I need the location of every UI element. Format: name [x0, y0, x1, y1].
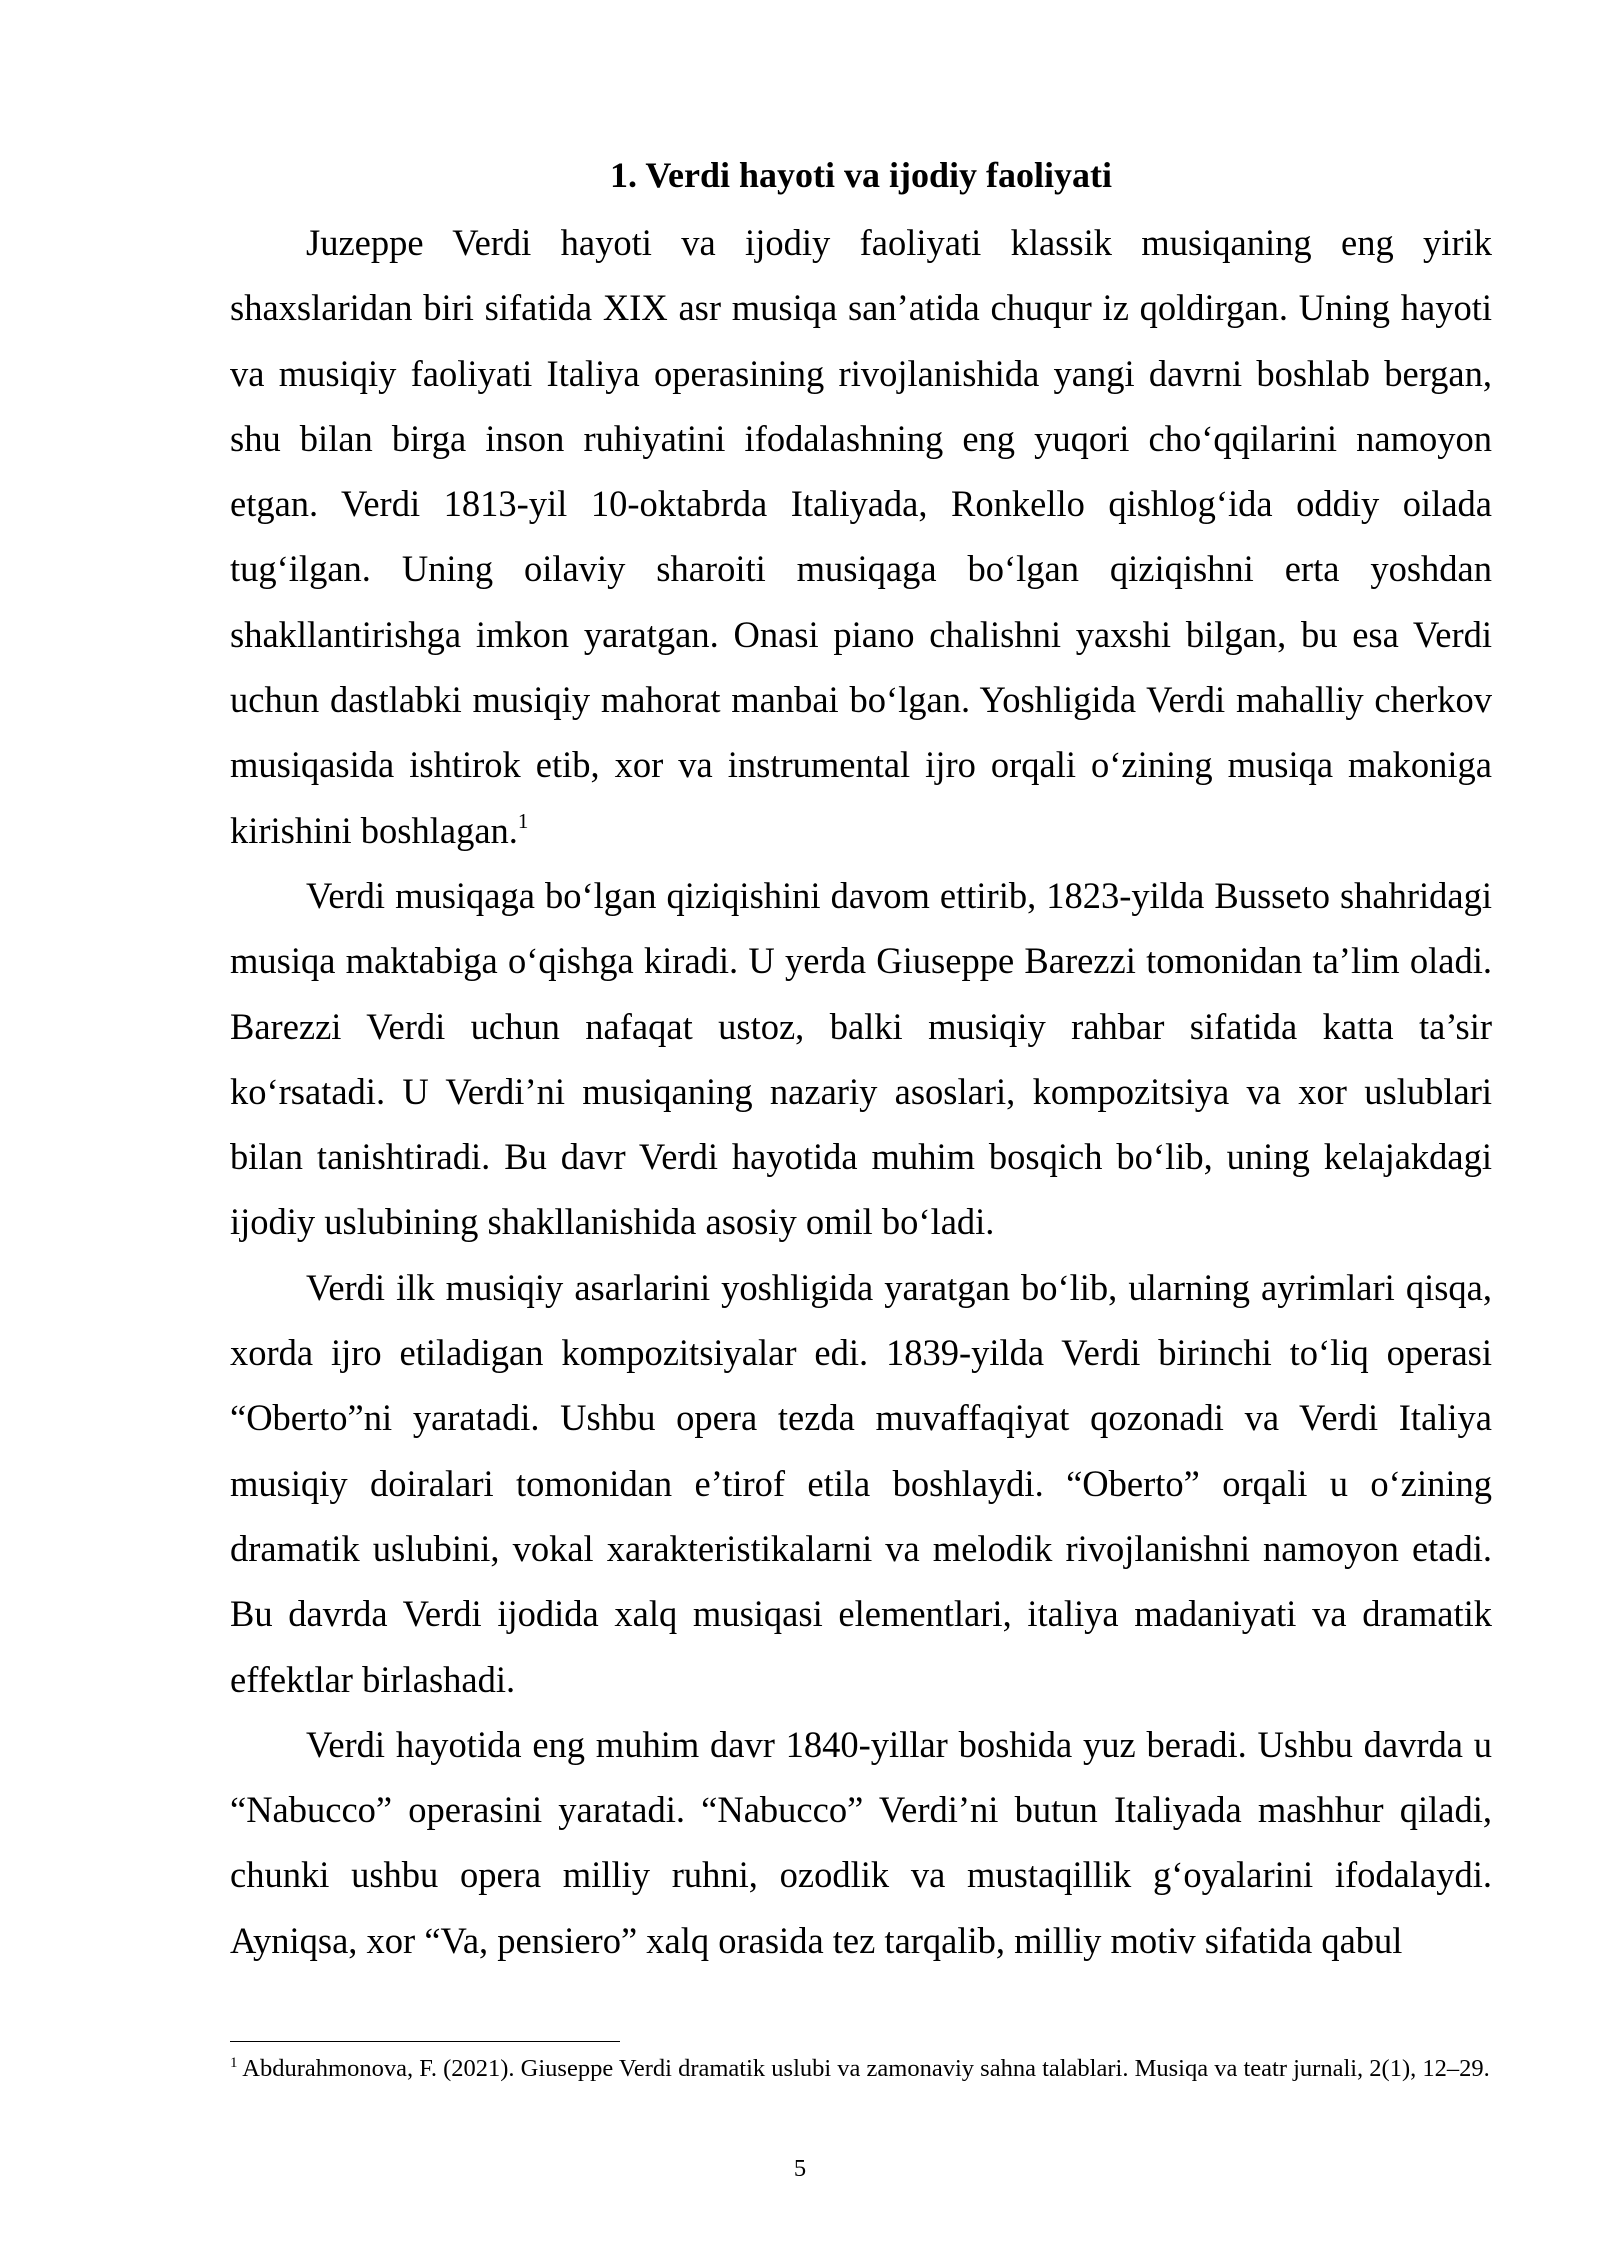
section-title: 1. Verdi hayoti va ijodiy faoliyati: [609, 155, 1113, 195]
footnote-reference[interactable]: 1: [517, 808, 529, 833]
paragraph: [230, 863, 1492, 1255]
body-text: [230, 210, 1492, 1973]
footnote-text: Abdurahmonova, F. (2021). Giuseppe Verdi dramatik uslubi va zamonaviy sahna talablari. Musiqa va teatr jurnali, 2(1), 12–29.: [242, 2055, 1490, 2082]
footnote-separator: [230, 2041, 620, 2042]
paragraph-text: Juzeppe Verdi hayoti va ijodiy faoliyati klassik musiqaning eng yirik shaxslaridan biri sifatida XIX asr musiqa san’atida chuqur iz qoldirgan. Uning hayoti va musiqiy faoliyati Italiya operasining rivojlanishida yangi davrni boshlab bergan, shu bilan birga inson ruhiyatini ifodalashning eng yuqori cho‘qqilarini namoyon etgan. Verdi 1813-yil 10-oktabrda Italiyada, Ronkello qishlog‘ida oddiy oilada tug‘ilgan. Uning oilaviy sharoiti musiqaga bo‘lgan qiziqishni erta yoshdan shakllantirishga imkon yaratgan. Onasi piano chalishni yaxshi bilgan, bu esa Verdi uchun dastlabki musiqiy mahorat manbai bo‘lgan. Yoshligida Verdi mahalliy cherkov musiqasida ishtirok etib, xor va instrumental ijro orqali o‘zining musiqa makoniga kirishini boshlagan.: [230, 222, 1492, 851]
paragraph-text: Verdi hayotida eng muhim davr 1840-yillar boshida yuz beradi. Ushbu davrda u “Nabucco” operasini yaratadi. “Nabucco” Verdi’ni butun Italiyada mashhur qiladi, chunki ushbu opera milliy ruhni, ozodlik va mustaqillik g‘oyalarini ifodalaydi. Ayniqsa, xor “Va, pensiero” xalq orasida tez tarqalib, milliy motiv sifatida qabul: [230, 1723, 1492, 1961]
page-number: 5: [793, 2155, 807, 2182]
paragraph: [230, 1255, 1492, 1712]
paragraph: [230, 210, 1492, 863]
footnote: [230, 2052, 1492, 2086]
footnote-marker: 1: [230, 2055, 238, 2071]
paragraph-text: Verdi ilk musiqiy asarlarini yoshligida yaratgan bo‘lib, ularning ayrimlari qisqa, xorda ijro etiladigan kompozitsiyalar edi. 1839-yilda Verdi birinchi to‘liq operasi “Oberto”ni yaratadi. Ushbu opera tezda muvaffaqiyat qozonadi va Verdi Italiya musiqiy doiralari tomonidan e’tirof etila boshlaydi. “Oberto” orqali u o‘zining dramatik uslubini, vokal xarakteristikalarni va melodik rivojlanishni namoyon etadi. Bu davrda Verdi ijodida xalq musiqasi elementlari, italiya madaniyati va dramatik effektlar birlashadi.: [230, 1266, 1492, 1700]
paragraph: [230, 1712, 1492, 1973]
paragraph-text: Verdi musiqaga bo‘lgan qiziqishini davom ettirib, 1823-yilda Busseto shahridagi musiqa maktabiga o‘qishga kiradi. U yerda Giuseppe Barezzi tomonidan ta’lim oladi. Barezzi Verdi uchun nafaqat ustoz, balki musiqiy rahbar sifatida katta ta’sir ko‘rsatadi. U Verdi’ni musiqaning nazariy asoslari, kompozitsiya va xor uslublari bilan tanishtiradi. Bu davr Verdi hayotida muhim bosqich bo‘lib, uning kelajakdagi ijodiy uslubining shakllanishida asosiy omil bo‘ladi.: [230, 874, 1492, 1243]
